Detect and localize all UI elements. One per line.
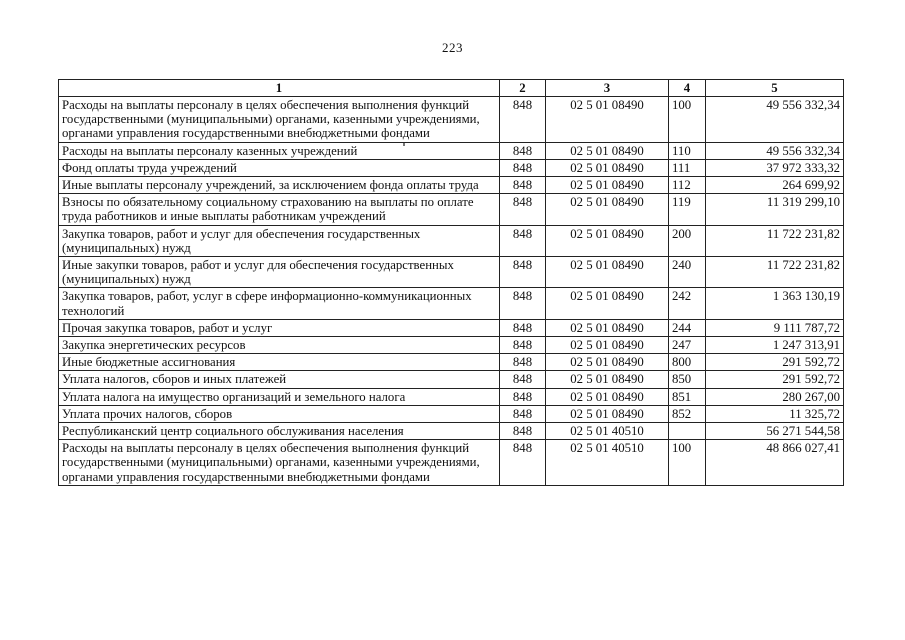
- row-sum-cell: 9 111 787,72: [706, 319, 844, 336]
- row-ministry-cell: 848: [500, 225, 546, 256]
- row-vr-cell: 242: [669, 288, 706, 319]
- row-ministry-cell: 848: [500, 371, 546, 388]
- row-name-cell: Иные бюджетные ассигнования: [59, 354, 500, 371]
- table-row: [59, 257, 844, 288]
- table-row: [59, 159, 844, 176]
- row-name-cell: Иные закупки товаров, работ и услуг для обеспечения государственных (муниципальных) нужд: [59, 257, 500, 288]
- budget-table: [58, 79, 844, 486]
- row-name-cell: Закупка товаров, работ, услуг в сфере информационно-коммуникационных технологий: [59, 288, 500, 319]
- row-vr-cell: [669, 423, 706, 440]
- row-ministry-cell: 848: [500, 177, 546, 194]
- table-row: [59, 177, 844, 194]
- row-vr-cell: 852: [669, 405, 706, 422]
- row-csr-cell: 02 5 01 08490: [546, 354, 669, 371]
- row-csr-cell: 02 5 01 08490: [546, 159, 669, 176]
- row-sum-cell: 280 267,00: [706, 388, 844, 405]
- row-csr-cell: 02 5 01 08490: [546, 257, 669, 288]
- row-vr-cell: 200: [669, 225, 706, 256]
- header-cell-vr: 4: [669, 80, 706, 97]
- row-name-cell: Расходы на выплаты персоналу в целях обеспечения выполнения функций государственными (муниципальными) органами, казенными учреждениями, органами управления государственными внебюджетными фондами: [59, 97, 500, 143]
- row-name-cell: Закупка товаров, работ и услуг для обеспечения государственных (муниципальных) нужд: [59, 225, 500, 256]
- row-sum-cell: 264 699,92: [706, 177, 844, 194]
- row-csr-cell: 02 5 01 08490: [546, 319, 669, 336]
- row-csr-cell: 02 5 01 08490: [546, 371, 669, 388]
- row-ministry-cell: 848: [500, 288, 546, 319]
- header-cell-sum: 5: [706, 80, 844, 97]
- row-csr-cell: 02 5 01 08490: [546, 142, 669, 159]
- row-vr-cell: 110: [669, 142, 706, 159]
- row-vr-cell: 240: [669, 257, 706, 288]
- row-vr-cell: 100: [669, 97, 706, 143]
- row-csr-cell: 02 5 01 08490: [546, 405, 669, 422]
- table-row: [59, 423, 844, 440]
- row-sum-cell: 49 556 332,34: [706, 97, 844, 143]
- row-sum-cell: 49 556 332,34: [706, 142, 844, 159]
- header-cell-csr: 3: [546, 80, 669, 97]
- row-name-cell: Уплата прочих налогов, сборов: [59, 405, 500, 422]
- row-sum-cell: 37 972 333,32: [706, 159, 844, 176]
- row-ministry-cell: 848: [500, 354, 546, 371]
- page-number: 223: [442, 40, 463, 55]
- table-row: [59, 319, 844, 336]
- header-row: [59, 80, 844, 97]
- row-ministry-cell: 848: [500, 142, 546, 159]
- row-name-cell: Иные выплаты персоналу учреждений, за исключением фонда оплаты труда: [59, 177, 500, 194]
- table-row: [59, 194, 844, 225]
- row-sum-cell: 291 592,72: [706, 354, 844, 371]
- row-name-cell: Уплата налогов, сборов и иных платежей: [59, 371, 500, 388]
- row-sum-cell: 48 866 027,41: [706, 440, 844, 486]
- row-name-cell: Расходы на выплаты персоналу в целях обеспечения выполнения функций государственными (муниципальными) органами, казенными учреждениями, органами управления государственными внебюджетными фондами: [59, 440, 500, 486]
- table-body: [59, 97, 844, 486]
- table-row: [59, 371, 844, 388]
- row-name-cell: Фонд оплаты труда учреждений: [59, 159, 500, 176]
- row-vr-cell: 119: [669, 194, 706, 225]
- row-name-cell: Республиканский центр социального обслуживания населения: [59, 423, 500, 440]
- row-ministry-cell: 848: [500, 97, 546, 143]
- row-vr-cell: 851: [669, 388, 706, 405]
- row-ministry-cell: 848: [500, 194, 546, 225]
- table-row: [59, 288, 844, 319]
- table-row: [59, 405, 844, 422]
- row-ministry-cell: 848: [500, 337, 546, 354]
- row-ministry-cell: 848: [500, 440, 546, 486]
- table-row: [59, 337, 844, 354]
- row-vr-cell: 850: [669, 371, 706, 388]
- row-sum-cell: 11 722 231,82: [706, 257, 844, 288]
- row-ministry-cell: 848: [500, 159, 546, 176]
- row-vr-cell: 100: [669, 440, 706, 486]
- row-sum-cell: 56 271 544,58: [706, 423, 844, 440]
- row-vr-cell: 112: [669, 177, 706, 194]
- table-row: [59, 388, 844, 405]
- scan-speck: [403, 143, 405, 146]
- row-ministry-cell: 848: [500, 423, 546, 440]
- row-vr-cell: 800: [669, 354, 706, 371]
- row-vr-cell: 244: [669, 319, 706, 336]
- table-row: [59, 354, 844, 371]
- row-ministry-cell: 848: [500, 388, 546, 405]
- row-sum-cell: 11 319 299,10: [706, 194, 844, 225]
- row-ministry-cell: 848: [500, 257, 546, 288]
- row-ministry-cell: 848: [500, 319, 546, 336]
- row-csr-cell: 02 5 01 08490: [546, 194, 669, 225]
- row-csr-cell: 02 5 01 08490: [546, 288, 669, 319]
- row-ministry-cell: 848: [500, 405, 546, 422]
- row-sum-cell: 1 247 313,91: [706, 337, 844, 354]
- row-vr-cell: 247: [669, 337, 706, 354]
- table-row: [59, 225, 844, 256]
- row-sum-cell: 11 325,72: [706, 405, 844, 422]
- header-cell-name: 1: [59, 80, 500, 97]
- table-row: [59, 142, 844, 159]
- row-csr-cell: 02 5 01 08490: [546, 337, 669, 354]
- row-name-cell: Уплата налога на имущество организаций и земельного налога: [59, 388, 500, 405]
- row-sum-cell: 1 363 130,19: [706, 288, 844, 319]
- table-row: [59, 440, 844, 486]
- row-csr-cell: 02 5 01 08490: [546, 97, 669, 143]
- row-name-cell: Закупка энергетических ресурсов: [59, 337, 500, 354]
- row-csr-cell: 02 5 01 08490: [546, 177, 669, 194]
- header-cell-ministry: 2: [500, 80, 546, 97]
- row-csr-cell: 02 5 01 08490: [546, 225, 669, 256]
- row-csr-cell: 02 5 01 08490: [546, 388, 669, 405]
- row-name-cell: Взносы по обязательному социальному страхованию на выплаты по оплате труда работников и иные выплаты работникам учреждений: [59, 194, 500, 225]
- row-name-cell: Расходы на выплаты персоналу казенных учреждений: [59, 142, 500, 159]
- table-row: [59, 97, 844, 143]
- row-name-cell: Прочая закупка товаров, работ и услуг: [59, 319, 500, 336]
- row-sum-cell: 291 592,72: [706, 371, 844, 388]
- row-vr-cell: 111: [669, 159, 706, 176]
- row-sum-cell: 11 722 231,82: [706, 225, 844, 256]
- row-csr-cell: 02 5 01 40510: [546, 423, 669, 440]
- row-csr-cell: 02 5 01 40510: [546, 440, 669, 486]
